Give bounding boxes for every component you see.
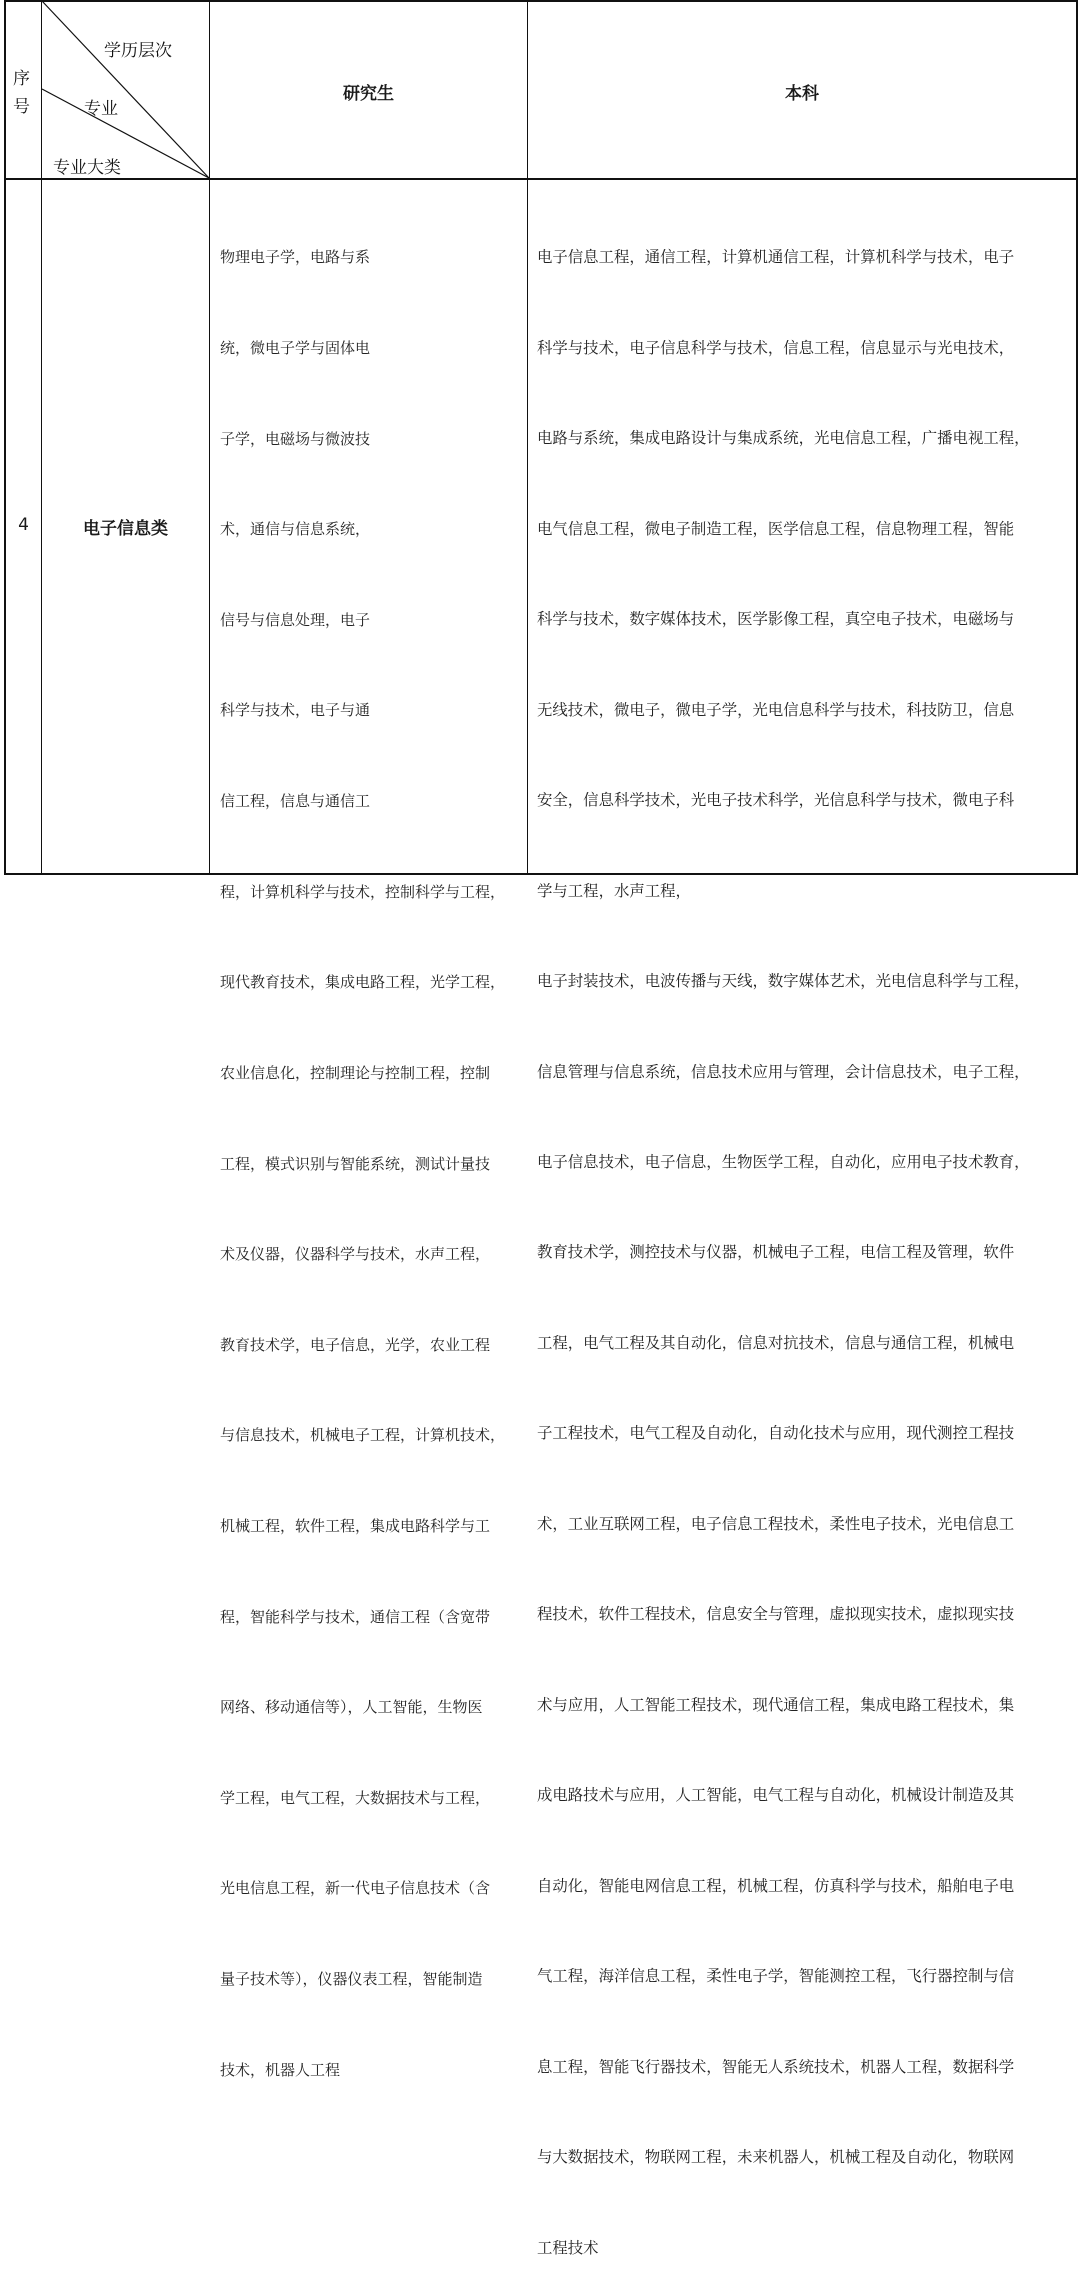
- undergrad-line: 信息管理与信息系统，信息技术应用与管理，会计信息技术，电子工程，: [537, 1062, 1030, 1081]
- undergrad-line: 自动化，智能电网信息工程，机械工程，仿真科学与技术，船舶电子电: [537, 1876, 1015, 1895]
- grad-line: 统，微电子学与固体电: [220, 339, 371, 358]
- grad-line: 工程，模式识别与智能系统，测试计量技: [220, 1154, 491, 1173]
- grad-line: 信工程，信息与通信工: [220, 792, 371, 811]
- undergrad-line: 电子信息技术，电子信息，生物医学工程，自动化，应用电子技术教育，: [537, 1153, 1030, 1171]
- grad-line: 与信息技术，机械电子工程，计算机技术，: [220, 1426, 506, 1445]
- header-undergraduate: 本科: [785, 84, 819, 104]
- undergrad-line: 子工程技术，电气工程及自动化，自动化技术与应用，现代测控工程技: [537, 1424, 1015, 1443]
- undergrad-line: 术与应用，人工智能工程技术，现代通信工程，集成电路工程技术，集: [537, 1695, 1015, 1714]
- grad-line: 术及仪器，仪器科学与技术，水声工程，: [220, 1245, 491, 1264]
- undergrad-line: 教育技术学，测控技术与仪器，机械电子工程，电信工程及管理，软件: [537, 1243, 1015, 1262]
- grad-line: 学工程，电气工程，大数据技术与工程，: [220, 1788, 491, 1807]
- undergrad-line: 科学与技术，电子信息科学与技术，信息工程，信息显示与光电技术，: [537, 338, 1015, 357]
- grad-line: 量子技术等），仪器仪表工程，智能制造: [220, 1969, 483, 1988]
- header-major: 专业: [84, 99, 118, 119]
- grad-line: 技术，机器人工程: [220, 2060, 341, 2079]
- undergrad-line: 术，工业互联网工程，电子信息工程技术，柔性电子技术，光电信息工: [537, 1514, 1015, 1533]
- undergraduate-majors: [537, 182, 1030, 2293]
- header-seq-char-2: 号: [13, 97, 30, 117]
- table-right-border: [1076, 0, 1078, 875]
- undergrad-line: 息工程，智能飞行器技术，智能无人系统技术，机器人工程，数据科学: [537, 2057, 1015, 2076]
- grad-line: 物理电子学，电路与系: [220, 248, 371, 267]
- header-major-category: 专业大类: [53, 158, 121, 178]
- grad-line: 信号与信息处理，电子: [220, 610, 371, 629]
- header-graduate: 研究生: [343, 84, 394, 104]
- graduate-majors: [220, 182, 505, 2115]
- grad-line: 教育技术学，电子信息，光学，农业工程: [220, 1335, 491, 1354]
- grad-line: 程，计算机科学与技术，控制科学与工程，: [220, 882, 506, 901]
- undergrad-line: 电气信息工程，微电子制造工程，医学信息工程，信息物理工程，智能: [537, 519, 1015, 538]
- grad-line: 网络、移动通信等），人工智能，生物医: [220, 1698, 483, 1717]
- undergrad-line: 气工程，海洋信息工程，柔性电子学，智能测控工程，飞行器控制与信: [537, 1967, 1015, 1986]
- grad-line: 术，通信与信息系统，: [220, 520, 371, 539]
- grad-line: 机械工程，软件工程，集成电路科学与工: [220, 1516, 491, 1535]
- table-left-border: [4, 0, 6, 875]
- grad-line: 农业信息化，控制理论与控制工程，控制: [220, 1063, 491, 1082]
- undergrad-line: 与大数据技术，物联网工程，未来机器人，机械工程及自动化，物联网: [537, 2148, 1015, 2167]
- undergrad-line: 电子封装技术，电波传播与天线，数字媒体艺术，光电信息科学与工程，: [537, 972, 1030, 991]
- grad-line: 子学，电磁场与微波技: [220, 429, 371, 448]
- undergrad-line: 成电路技术与应用，人工智能，电气工程与自动化，机械设计制造及其: [537, 1786, 1015, 1805]
- col-divider-3: [527, 0, 528, 875]
- grad-line: 光电信息工程，新一代电子信息技术（含: [220, 1879, 491, 1898]
- undergrad-line: 工程技术: [537, 2238, 599, 2257]
- grad-line: 科学与技术，电子与通: [220, 701, 371, 720]
- undergrad-line: 工程，电气工程及其自动化，信息对抗技术，信息与通信工程，机械电: [537, 1333, 1015, 1352]
- undergrad-line: 程技术，软件工程技术，信息安全与管理，虚拟现实技术，虚拟现实技: [537, 1605, 1015, 1624]
- undergrad-line: 学与工程，水声工程，: [537, 881, 691, 900]
- header-seq-char-1: 序: [13, 69, 30, 89]
- undergrad-line: 无线技术，微电子，微电子学，光电信息科学与技术，科技防卫，信息: [537, 700, 1015, 719]
- row-seq-number: 4: [18, 515, 29, 535]
- header-education-level: 学历层次: [104, 41, 172, 61]
- grad-line: 现代教育技术，集成电路工程，光学工程，: [220, 973, 506, 992]
- row-category: 电子信息类: [83, 519, 168, 539]
- undergrad-line: 电子信息工程，通信工程，计算机通信工程，计算机科学与技术，电子: [537, 248, 1015, 267]
- undergrad-line: 安全，信息科学技术，光电子技术科学，光信息科学与技术，微电子科: [537, 791, 1015, 810]
- grad-line: 程，智能科学与技术，通信工程（含宽带: [220, 1607, 491, 1626]
- undergrad-line: 电路与系统，集成电路设计与集成系统，光电信息工程，广播电视工程，: [537, 429, 1030, 448]
- undergrad-line: 科学与技术，数字媒体技术，医学影像工程，真空电子技术，电磁场与: [537, 610, 1015, 629]
